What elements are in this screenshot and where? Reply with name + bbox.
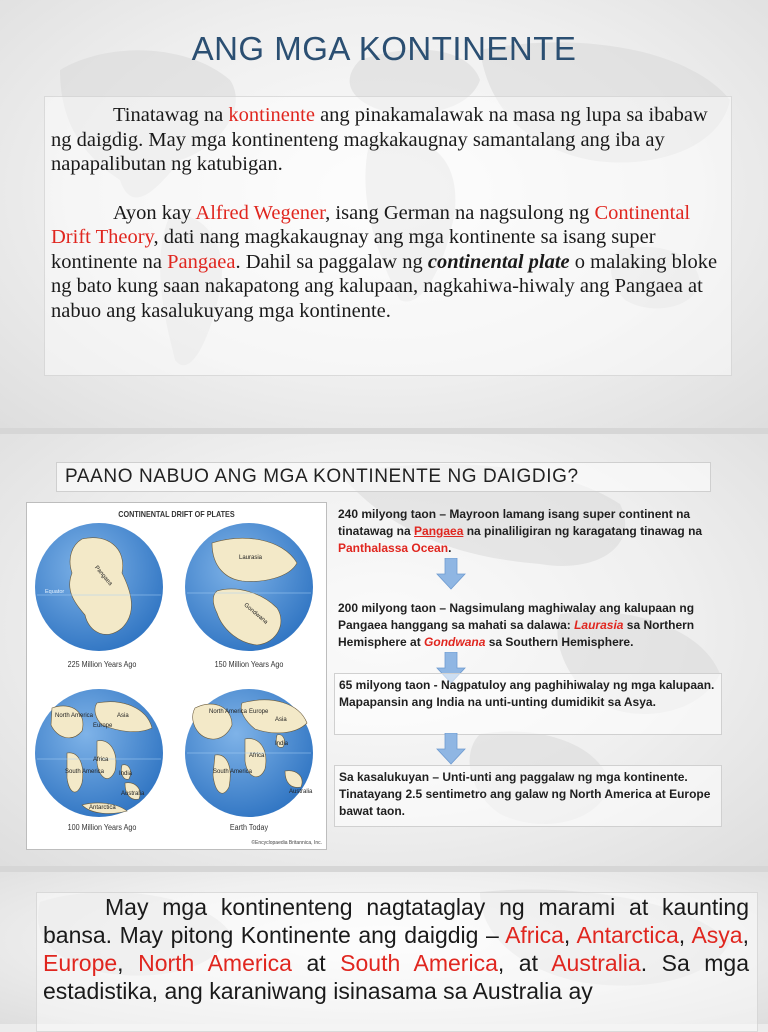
stage-200-million xyxy=(334,600,722,670)
text-run: , xyxy=(742,922,749,948)
label-south-america-today: South America xyxy=(213,769,253,775)
slide-title: ANG MGA KONTINENTE xyxy=(191,30,577,67)
arrow-down-icon xyxy=(436,733,466,765)
label-asia-100: Asia xyxy=(117,713,129,719)
globes-illustration xyxy=(27,503,326,849)
text-run: , at xyxy=(497,950,552,976)
continent-asya: Asya xyxy=(691,922,743,948)
definition-paragraph xyxy=(51,103,723,177)
caption-150-million: 150 Million Years Ago xyxy=(214,660,284,669)
label-asia-today: Asia xyxy=(275,717,287,723)
slide-1 xyxy=(0,0,768,428)
text-run: Ayon kay xyxy=(113,201,196,224)
text-run: na pinaliligiran ng karagatang tinawag na xyxy=(463,524,703,538)
stage-240-million xyxy=(334,506,722,562)
globe-100-million xyxy=(35,689,163,817)
label-australia-today: Australia xyxy=(289,789,313,795)
continents-textbox xyxy=(36,892,758,1032)
text-run: at xyxy=(291,950,341,976)
text-run: 240 milyong taon – Mayroon lamang isang super continent na tinatawag na xyxy=(338,507,691,538)
continent-africa: Africa xyxy=(505,922,564,948)
continent-australia: Australia xyxy=(551,950,641,976)
continent-antarctica: Antarctica xyxy=(576,922,679,948)
figure-title: CONTINENTAL DRIFT OF PLATES xyxy=(118,509,235,519)
label-equator: Equator xyxy=(45,589,65,595)
text-run: , xyxy=(117,950,139,976)
label-africa-today: Africa xyxy=(249,753,265,759)
globe-225-million xyxy=(35,523,163,651)
stage-65-million: 65 milyong taon - Nagpatuloy ang paghihiwalay ng mga kalupaan. Mapapansin ang India na unti-unting dumidikit sa Asya. xyxy=(334,673,722,735)
label-africa-100: Africa xyxy=(93,757,109,763)
text-run: 200 milyong taon – Nagsimulang maghiwalay ang kalupaan ng Pangaea hanggang sa mahati sa dalawa: xyxy=(338,601,695,632)
label-antarctica-100: Antarctica xyxy=(89,805,116,811)
text-run: sa Northern Hemisphere at xyxy=(338,618,695,649)
text-run: May mga kontinenteng nagtataglay ng marami at kaunting bansa. May pitong Kontinente ang daigdig – xyxy=(43,894,749,948)
label-australia-100: Australia xyxy=(121,791,145,797)
term-continental-drift-theory: Continental Drift Theory xyxy=(51,201,691,248)
text-run: , xyxy=(563,922,577,948)
caption-225-million: 225 Million Years Ago xyxy=(67,660,137,669)
text-run: , isang German na nagsulong ng xyxy=(325,201,595,224)
label-north-america-today: North America xyxy=(209,709,248,715)
text-run: . Sa mga estadistika, ang karaniwang isinasama sa Australia ay xyxy=(43,950,750,1004)
continent-europe: Europe xyxy=(43,950,118,976)
stage-present: Sa kasalukuyan – Unti-unti ang paggalaw ng mga kontinente. Tinatayang 2.5 sentimetro ang galaw ng North America at Europe bawat taon. xyxy=(334,765,722,827)
label-india-today: India xyxy=(275,741,289,747)
arrow-down-icon xyxy=(436,558,466,590)
label-gondwana: Gondwana xyxy=(242,602,269,626)
text-run: o malaking bloke ng bato kung saan nakapatong ang kalupaan, nagkahiwa-hiwaly ang Pangaea at nabuo ang kasalukuyang mga kontinente. xyxy=(51,250,718,322)
continent-north-america: North America xyxy=(138,950,292,976)
term-panthalassa-ocean: Panthalassa Ocean xyxy=(338,541,449,555)
caption-100-million: 100 Million Years Ago xyxy=(67,823,137,832)
label-south-america-100: South America xyxy=(65,769,105,775)
text-run: , xyxy=(678,922,692,948)
continental-drift-figure xyxy=(26,502,327,850)
text-run: sa Southern Hemisphere. xyxy=(485,635,634,649)
label-europe-100: Europe xyxy=(93,723,113,729)
section-subtitle: PAANO NABUO ANG MGA KONTINENTE NG DAIGDIG? xyxy=(56,462,711,492)
label-laurasia: Laurasia xyxy=(239,555,263,561)
text-run: . xyxy=(448,541,452,555)
wegener-paragraph xyxy=(51,201,723,324)
label-europe-today: Europe xyxy=(249,709,269,715)
label-india-100: India xyxy=(119,771,133,777)
text-run: ang pinakamalawak na masa ng lupa sa ibabaw ng daigdig. May mga kontinenteng magkakaugnay samantalang ang iba ay napapalibutan ng katubigan. xyxy=(51,104,708,175)
caption-earth-today: Earth Today xyxy=(229,823,269,832)
text-run: Tinatawag na xyxy=(113,104,229,126)
term-gondwana: Gondwana xyxy=(424,635,486,649)
term-pangaea: Pangaea xyxy=(414,524,464,538)
term-kontinente: kontinente xyxy=(228,104,315,126)
text-run: , dati nang magkakaugnay ang mga kontinente sa isang super kontinente na xyxy=(51,226,656,273)
term-alfred-wegener: Alfred Wegener xyxy=(195,201,326,224)
label-north-america-100: North America xyxy=(55,713,94,719)
text-run: . Dahil sa paggalaw ng xyxy=(235,250,428,273)
continent-south-america: South America xyxy=(340,950,498,976)
globe-150-million xyxy=(185,523,313,651)
figure-credit: ©Encyclopaedia Britannica, Inc. xyxy=(251,840,322,846)
label-pangaea: Pangaea xyxy=(92,564,114,588)
term-pangaea: Pangaea xyxy=(167,250,236,273)
term-continental-plate: continental plate xyxy=(427,250,570,273)
intro-textbox xyxy=(44,96,732,376)
term-laurasia: Laurasia xyxy=(574,618,624,632)
